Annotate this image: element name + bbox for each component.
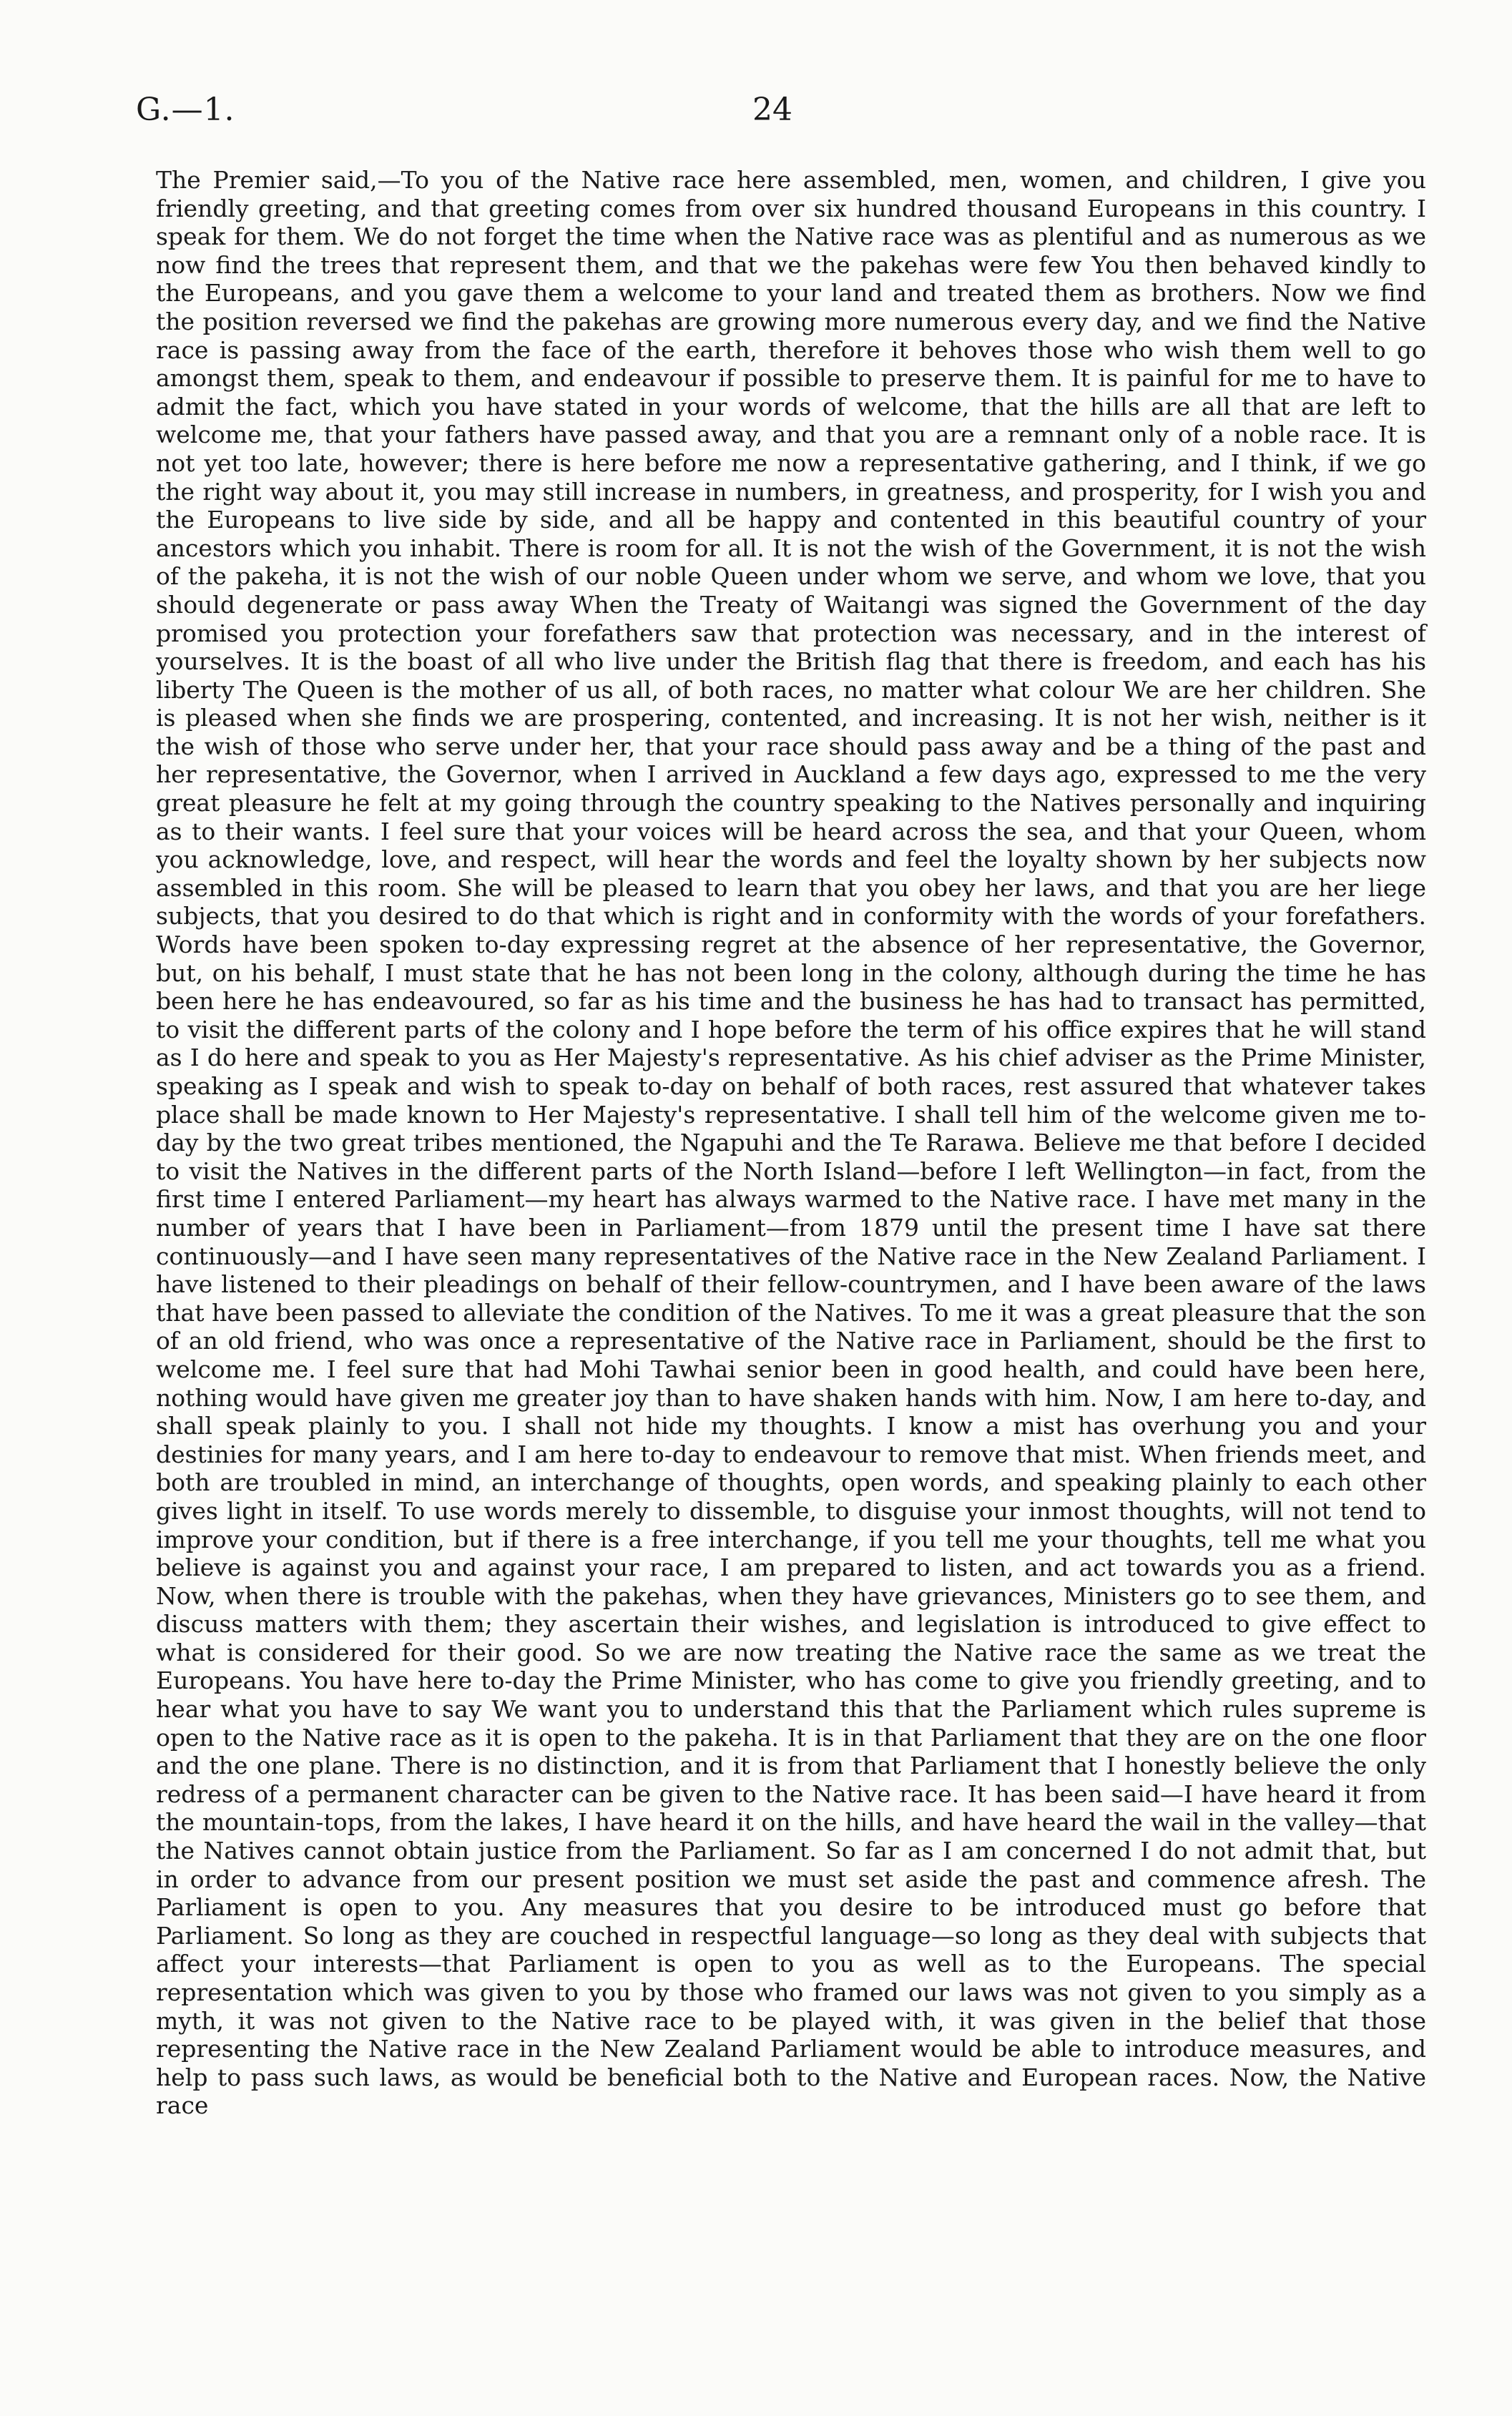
page-number: 24 [752,92,792,128]
document-reference: G.—1. [136,92,235,128]
page-header [136,92,1409,142]
body-paragraph: The Premier said,—To you of the Native race here assembled, men, women, and children, I give you friendly greeting, and that greeting comes from over six hundred thousand Europeans in this country. I speak for them. We do not forget the time when the Native race was as plentiful and as numerous as we now find the trees that represent them, and that we the pakehas were few You then behaved kindly to the Europeans, and you gave them a welcome to your land and treated them as brothers. Now we find the position reversed we find the pakehas are growing more numerous every day, and we find the Native race is passing away from the face of the earth, therefore it behoves those who wish them well to go amongst them, speak to them, and endeavour if possible to preserve them. It is painful for me to have to admit the fact, which you have stated in your words of welcome, that the hills are all that are left to welcome me, that your fathers have passed away, and that you are a remnant only of a noble race. It is not yet too late, however; there is here before me now a representative gathering, and I think, if we go the right way about it, you may still increase in numbers, in greatness, and prosperity, for I wish you and the Europeans to live side by side, and all be happy and contented in this beautiful country of your ancestors which you inhabit. There is room for all. It is not the wish of the Government, it is not the wish of the pakeha, it is not the wish of our noble Queen under whom we serve, and whom we love, that you should degenerate or pass away When the Treaty of Waitangi was signed the Government of the day promised you protection your forefathers saw that protection was necessary, and in the interest of yourselves. It is the boast of all who live under the British flag that there is freedom, and each has his liberty The Queen is the mother of us all, of both races, no matter what colour We are her children. She is pleased when she finds we are prospering, contented, and increasing. It is not her wish, neither is it the wish of those who serve under her, that your race should pass away and be a thing of the past and her representative, the Governor, when I arrived in Auckland a few days ago, expressed to me the very great pleasure he felt at my going through the country speaking to the Natives personally and inquiring as to their wants. I feel sure that your voices will be heard across the sea, and that your Queen, whom you acknowledge, love, and respect, will hear the words and feel the loyalty shown by her subjects now assembled in this room. She will be pleased to learn that you obey her laws, and that you are her liege subjects, that you desired to do that which is right and in conformity with the words of your forefathers. Words have been spoken to-day expressing regret at the absence of her representative, the Governor, but, on his behalf, I must state that he has not been long in the colony, although during the time he has been here he has endeavoured, so far as his time and the business he has had to transact has permitted, to visit the different parts of the colony and I hope before the term of his office expires that he will stand as I do here and speak to you as Her Majesty's representative. As his chief adviser as the Prime Minister, speaking as I speak and wish to speak to-day on behalf of both races, rest assured that whatever takes place shall be made known to Her Majesty's representative. I shall tell him of the welcome given me to-day by the two great tribes mentioned, the Ngapuhi and the Te Rarawa. Believe me that before I decided to visit the Natives in the different parts of the North Island—before I left Wellington—in fact, from the first time I entered Parliament—my heart has always warmed to the Native race. I have met many in the number of years that I have been in Parliament—from 1879 until the present time I have sat there continuously—and I have seen many representatives of the Native race in the New Zealand Parliament. I have listened to their pleadings on behalf of their fellow-countrymen, and I have been aware of the laws that have been passed to alleviate the condition of the Natives. To me it was a great pleasure that the son of an old friend, who was once a representative of the Native race in Parliament, should be the first to welcome me. I feel sure that had Mohi Tawhai senior been in good health, and could have been here, nothing would have given me greater joy than to have shaken hands with him. Now, I am here to-day, and shall speak plainly to you. I shall not hide my thoughts. I know a mist has overhung you and your destinies for many years, and I am here to-day to endeavour to remove that mist. When friends meet, and both are troubled in mind, an interchange of thoughts, open words, and speaking plainly to each other gives light in itself. To use words merely to dissemble, to disguise your inmost thoughts, will not tend to improve your condition, but if there is a free interchange, if you tell me your thoughts, tell me what you believe is against you and against your race, I am prepared to listen, and act towards you as a friend. Now, when there is trouble with the pakehas, when they have grievances, Ministers go to see them, and discuss matters with them; they ascertain their wishes, and legislation is introduced to give effect to what is considered for their good. So we are now treating the Native race the same as we treat the Europeans. You have here to-day the Prime Minister, who has come to give you friendly greeting, and to hear what you have to say We want you to understand this that the Parliament which rules supreme is open to the Native race as it is open to the pakeha. It is in that Parliament that they are on the one floor and the one plane. There is no distinction, and it is from that Parliament that I honestly believe the only redress of a permanent character can be given to the Native race. It has been said—I have heard it from the mountain-tops, from the lakes, I have heard it on the hills, and have heard the wail in the valley—that the Natives cannot obtain justice from the Parliament. So far as I am concerned I do not admit that, but in order to advance from our present position we must set aside the past and commence afresh. The Parliament is open to you. Any measures that you desire to be introduced must go before that Parliament. So long as they are couched in respectful language—so long as they deal with subjects that affect your interests—that Parliament is open to you as well as to the Europeans. The special representation which was given to you by those who framed our laws was not given to you simply as a myth, it was not given to the Native race to be played with, it was given in the belief that those representing the Native race in the New Zealand Parliament would be able to introduce measures, and help to pass such laws, as would be beneficial both to the Native and European races. Now, the Native race [156,166,1426,2120]
